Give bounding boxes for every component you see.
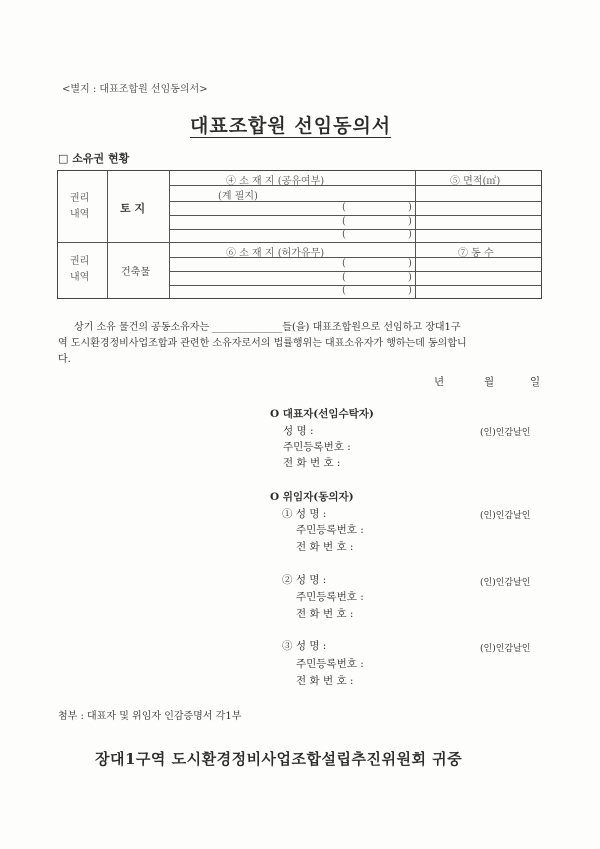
- paren-close: ): [408, 272, 412, 283]
- body-text-line1: 상기 소유 물건의 공동소유자는 ______________들(을) 대표조합원으로 선임하고 장대1구: [74, 322, 461, 333]
- row2-col2-header: ⑦ 동 수: [458, 248, 494, 259]
- row2-header: 권리 내역: [70, 256, 90, 283]
- representative-heading: O 대표자(선임수탁자): [270, 408, 374, 420]
- section-heading: [58, 150, 129, 166]
- row1-col1-subheader: (계 필지): [218, 191, 258, 202]
- paren-open: (: [342, 258, 346, 269]
- delegator-3-name: [282, 638, 326, 653]
- delegator-number: ③: [282, 640, 293, 652]
- checkbox-icon: □: [58, 152, 69, 165]
- row1-col2-header: ⑤ 면적(㎡): [450, 176, 501, 187]
- title-text: 대표조합원 선임동의서: [190, 115, 392, 137]
- delegator-name-label: 성 명 :: [295, 508, 327, 520]
- body-text-line2: 역 도시환경정비사업조합과 관련한 소유자로서의 법률행위는 대표소유자가 행하는데 동의합니: [58, 338, 467, 349]
- delegator-2-name: [282, 572, 326, 587]
- row2-col1-header: ⑥ 소 재 지 (허가유무): [226, 248, 325, 259]
- row2-type: 건축물: [121, 267, 150, 278]
- representative-phone-label: 전 화 번 호 :: [283, 457, 341, 469]
- paren-close: ): [408, 216, 412, 227]
- footer-addressee: 장대1구역 도시환경정비사업조합설립추진위원회 귀중: [95, 750, 463, 768]
- row1-col1-header: ④ 소 재 지 (공유여부): [226, 176, 325, 187]
- section-heading-text: 소유권 현황: [72, 152, 130, 165]
- delegator-2-id-label: 주민등록번호 :: [296, 591, 364, 603]
- paren-open: (: [342, 229, 346, 240]
- delegator-number: ②: [282, 574, 293, 586]
- ownership-table: [57, 170, 542, 299]
- delegator-1-seal: (인)인감날인: [480, 511, 531, 521]
- paren-close: ): [408, 202, 412, 213]
- paren-open: (: [342, 202, 346, 213]
- representative-name-label: 성 명 :: [283, 425, 314, 437]
- date-month: 월: [484, 376, 495, 388]
- row1-type: 토 지: [120, 202, 146, 215]
- delegator-1-name: [282, 506, 326, 521]
- delegator-3-seal: (인)인감날인: [480, 644, 531, 654]
- date-year: 년: [434, 376, 445, 388]
- delegator-2-phone-label: 전 화 번 호 :: [296, 608, 354, 620]
- paren-open: (: [342, 216, 346, 227]
- date-day: 일: [530, 376, 541, 388]
- delegator-3-phone-label: 전 화 번 호 :: [296, 675, 354, 687]
- paren-close: ): [408, 285, 412, 296]
- representative-seal: (인)인감날인: [480, 428, 531, 438]
- paren-close: ): [408, 258, 412, 269]
- body-text-line3: 다.: [58, 354, 71, 365]
- row1-header: 권리 내역: [70, 193, 90, 220]
- delegator-2-seal: (인)인감날인: [480, 578, 531, 588]
- delegator-3-id-label: 주민등록번호 :: [296, 658, 364, 670]
- attachment-label: <별지 : 대표조합원 선임동의서>: [62, 84, 208, 95]
- paren-open: (: [342, 285, 346, 296]
- delegators-heading: O 위임자(동의자): [270, 491, 354, 503]
- delegator-1-phone-label: 전 화 번 호 :: [296, 541, 354, 553]
- paren-close: ): [408, 229, 412, 240]
- attachment-note: 첨부 : 대표자 및 위임자 인감증명서 각1부: [58, 711, 242, 722]
- paren-open: (: [342, 272, 346, 283]
- delegator-name-label: 성 명 :: [295, 640, 327, 652]
- representative-id-label: 주민등록번호 :: [283, 441, 351, 453]
- document-title: [190, 111, 391, 138]
- delegator-1-id-label: 주민등록번호 :: [296, 524, 364, 536]
- delegator-name-label: 성 명 :: [295, 574, 327, 586]
- delegator-number: ①: [282, 508, 293, 520]
